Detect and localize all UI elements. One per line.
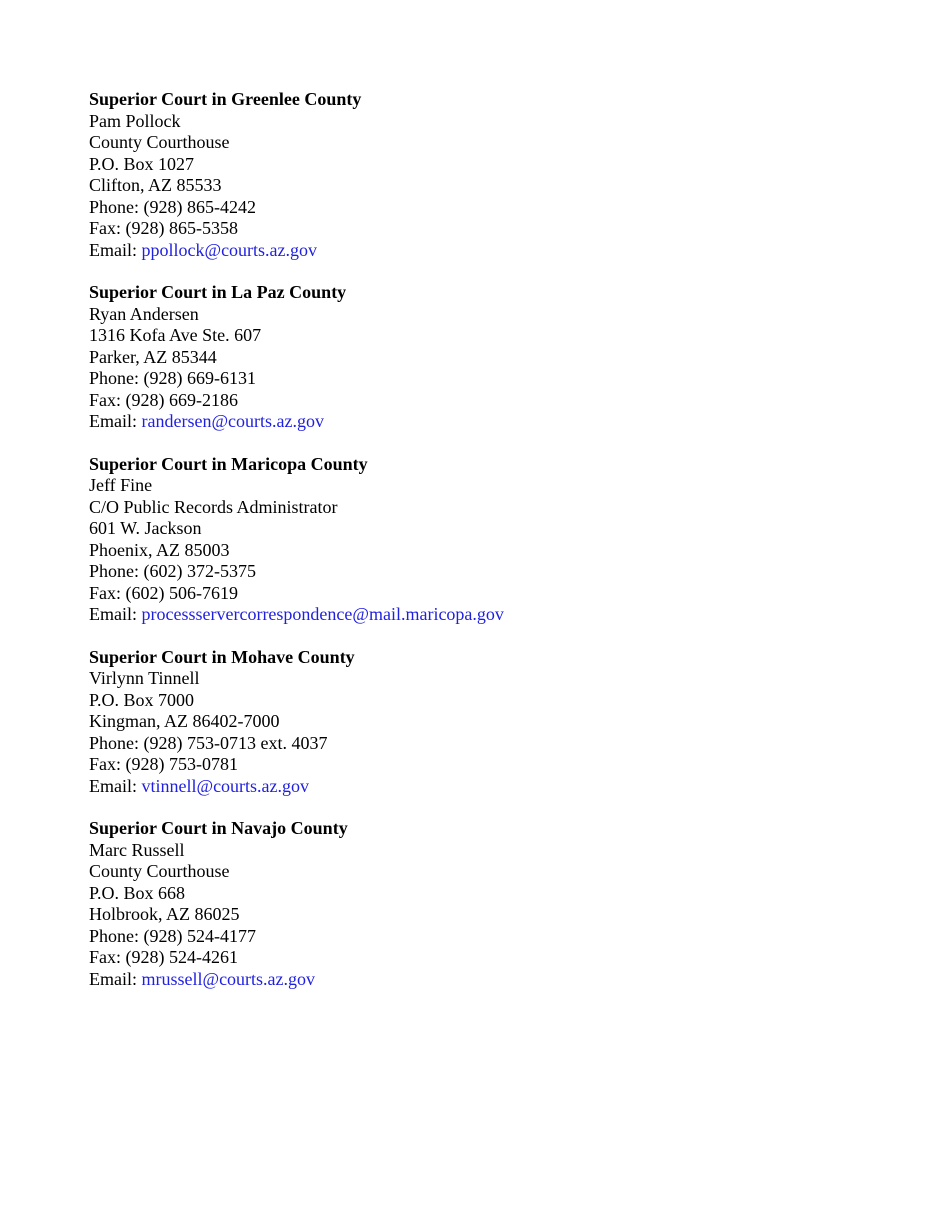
court-greenlee	[89, 89, 889, 261]
contact-name: Virlynn Tinnell	[89, 668, 200, 688]
phone-line: Phone: (928) 753-0713 ext. 4037	[89, 732, 328, 753]
phone-line: Phone: (928) 524-4177	[89, 925, 256, 946]
contact-name: Jeff Fine	[89, 475, 153, 495]
document-page	[89, 89, 889, 1011]
email-line	[89, 411, 889, 433]
phone-line: Phone: (928) 669-6131	[89, 368, 256, 388]
address-line: Holbrook, AZ 86025	[89, 904, 240, 924]
email-line	[89, 604, 889, 626]
address-line: Parker, AZ 85344	[89, 346, 217, 367]
email-label: Email:	[89, 411, 142, 431]
email-label: Email:	[89, 239, 142, 260]
court-heading: Superior Court in La Paz County	[89, 282, 347, 302]
fax-line: Fax: (928) 524-4261	[89, 947, 238, 967]
address-line: 601 W. Jackson	[89, 518, 202, 538]
email-line	[89, 969, 889, 991]
court-mohave	[89, 647, 889, 798]
address-line: County Courthouse	[89, 861, 230, 881]
email-link[interactable]: randersen@courts.az.gov	[141, 411, 325, 431]
address-line: Phoenix, AZ 85003	[89, 539, 230, 560]
court-heading: Superior Court in Greenlee County	[89, 89, 362, 109]
contact-name: Pam Pollock	[89, 110, 181, 131]
fax-line: Fax: (928) 669-2186	[89, 389, 238, 410]
address-line: P.O. Box 7000	[89, 689, 195, 710]
email-link[interactable]: mrussell@courts.az.gov	[141, 968, 316, 989]
court-maricopa	[89, 454, 889, 626]
email-link[interactable]: ppollock@courts.az.gov	[141, 239, 318, 260]
contact-name: Marc Russell	[89, 839, 185, 860]
address-line: C/O Public Records Administrator	[89, 496, 338, 517]
email-label: Email:	[89, 604, 142, 624]
fax-line: Fax: (928) 753-0781	[89, 754, 238, 774]
court-heading: Superior Court in Navajo County	[89, 818, 348, 838]
email-link[interactable]: vtinnell@courts.az.gov	[141, 775, 310, 796]
fax-line: Fax: (602) 506-7619	[89, 582, 238, 603]
court-la-paz	[89, 282, 889, 433]
phone-line: Phone: (602) 372-5375	[89, 561, 256, 581]
address-line: P.O. Box 1027	[89, 153, 195, 174]
address-line: P.O. Box 668	[89, 882, 186, 903]
court-heading: Superior Court in Maricopa County	[89, 453, 368, 474]
email-line	[89, 776, 889, 798]
email-link[interactable]: processservercorrespondence@mail.maricopa.gov	[141, 604, 504, 624]
court-navajo	[89, 818, 889, 990]
court-heading: Superior Court in Mohave County	[89, 646, 355, 667]
address-line: Clifton, AZ 85533	[89, 175, 222, 195]
address-line: 1316 Kofa Ave Ste. 607	[89, 325, 262, 345]
phone-line: Phone: (928) 865-4242	[89, 196, 256, 217]
address-line: Kingman, AZ 86402-7000	[89, 711, 280, 731]
email-line	[89, 240, 889, 262]
email-label: Email:	[89, 968, 142, 989]
fax-line: Fax: (928) 865-5358	[89, 218, 238, 238]
email-label: Email:	[89, 775, 142, 796]
address-line: County Courthouse	[89, 132, 230, 152]
contact-name: Ryan Andersen	[89, 303, 199, 324]
